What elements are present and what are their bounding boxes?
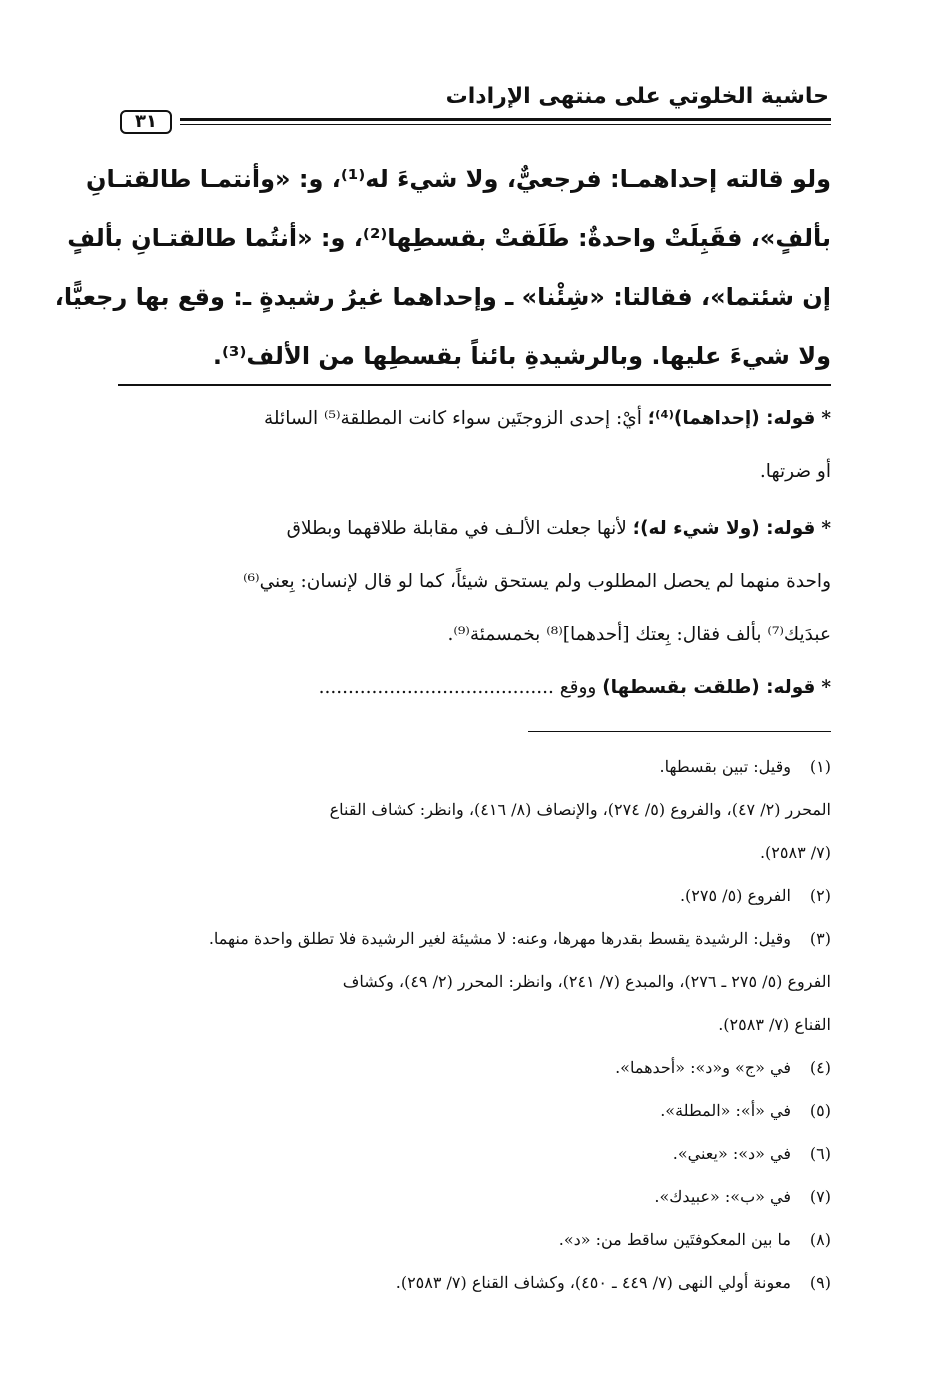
commentary-lead: قوله: (طلقت بقسطها) (602, 677, 816, 698)
commentary-text: ووقع (559, 677, 597, 698)
commentary-lead: قوله: (إحداهما)⁽⁴⁾؛ (647, 408, 816, 429)
matn-line: بألفٍ»، فقَبِلَتْ واحدةٌ: طَلَقتْ بقسطِها⁽²⁾، و: «أنتُما طالقتـانِ بألفٍ (67, 224, 831, 252)
bullet-star: * (821, 677, 831, 698)
footnote-5 (118, 1089, 831, 1132)
continuation-dots: ........................................ (318, 677, 554, 698)
commentary-line (118, 392, 831, 445)
footnotes (118, 745, 831, 1304)
footnote-8 (118, 1218, 831, 1261)
footnote-text: في «ب»: «عبيدك». (654, 1187, 791, 1206)
matn-text (54, 150, 831, 386)
commentary-line (118, 661, 831, 714)
footnote-9 (118, 1261, 831, 1304)
matn-divider (118, 384, 831, 386)
footnote-text: القناع (٧/ ٢٥٨٣). (718, 1015, 831, 1034)
bullet-star: * (821, 518, 831, 539)
bullet-star: * (821, 408, 831, 429)
footnote-divider (528, 731, 831, 732)
footnote-6 (118, 1132, 831, 1175)
footnote-number: (١) (809, 757, 831, 776)
footnote-text: في «د»: «يعني». (672, 1144, 791, 1163)
matn-line: ولو قالته إحداهمـا: فرجعيٌّ، ولا شيءَ له⁽¹⁾، و: «وأنتمـا طالقتـانِ (86, 165, 831, 193)
footnote-text: وقيل: تبين بقسطها. (659, 757, 791, 776)
commentary-line: أو ضرتها. (759, 461, 831, 482)
footnote-text: المحرر (٢/ ٤٧)، والفروع (٥/ ٢٧٤)، والإنصاف (٨/ ٤١٦)، وانظر: كشاف القناع (329, 800, 831, 819)
footnote-number: (٦) (809, 1144, 831, 1163)
commentary-lead: قوله: (ولا شيء له)؛ (632, 518, 816, 539)
footnote-number: (٧) (809, 1187, 831, 1206)
running-title: حاشية الخلوتي على منتهى الإرادات (445, 84, 829, 109)
footnote-2 (118, 874, 831, 917)
footnote-number: (٩) (809, 1273, 831, 1292)
matn-line: إن شئتما»، فقالتا: «شِئْنا» ـ وإحداهما غيرُ رشيدةٍ ـ: وقع بها رجعيًّا، (54, 283, 831, 311)
footnote-text: في «ج» و«د»: «أحدهما». (615, 1058, 791, 1077)
footnote-text: الفروع (٥/ ٢٧٥). (679, 886, 791, 905)
footnote-number: (٤) (809, 1058, 831, 1077)
commentary-text: أيْ: إحدى الزوجتَين سواء كانت المطلقة⁽⁵⁾ السائلة (264, 408, 642, 429)
matn-line: ولا شيءَ عليها. وبالرشيدةِ بائناً بقسطِها من الألف⁽³⁾. (212, 342, 831, 370)
footnote-1 (118, 745, 831, 788)
commentary-line: واحدة منهما لم يحصل المطلوب ولم يستحق شيئاً، كما لو قال لإنسان: بِعني⁽⁶⁾ (243, 571, 831, 592)
header-rule (180, 118, 831, 125)
footnote-number: (٢) (809, 886, 831, 905)
footnote-text: معونة أولي النهى (٧/ ٤٤٩ ـ ٤٥٠)، وكشاف القناع (٧/ ٢٥٨٣). (395, 1273, 791, 1292)
commentary-line (118, 502, 831, 555)
footnote-number: (٨) (809, 1230, 831, 1249)
footnote-text: (٧/ ٢٥٨٣). (759, 843, 831, 862)
footnote-text: الفروع (٥/ ٢٧٥ ـ ٢٧٦)، والمبدع (٧/ ٢٤١)، وانظر: المحرر (٢/ ٤٩)، وكشاف (342, 972, 831, 991)
page-number: ٣١ (120, 110, 172, 134)
footnote-text: في «أ»: «المطلة». (660, 1101, 791, 1120)
footnote-7 (118, 1175, 831, 1218)
footnote-text: ما بين المعكوفتَين ساقط من: «د». (558, 1230, 791, 1249)
footnote-number: (٣) (809, 929, 831, 948)
footnote-4 (118, 1046, 831, 1089)
commentary-text: لأنها جعلت الألـف في مقابلة طلاقهما وبطلاق (286, 518, 627, 539)
footnote-text: وقيل: الرشيدة يقسط بقدرها مهرها، وعنه: لا مشيئة لغير الرشيدة فلا تطلق واحدة منهما. (208, 929, 791, 948)
commentary-line: عبدَيك⁽⁷⁾ بألف فقال: بِعتك [أحدهما]⁽⁸⁾ بخمسمئة⁽⁹⁾. (447, 624, 831, 645)
commentary (118, 392, 831, 714)
footnote-3 (118, 917, 831, 960)
footnote-number: (٥) (809, 1101, 831, 1120)
